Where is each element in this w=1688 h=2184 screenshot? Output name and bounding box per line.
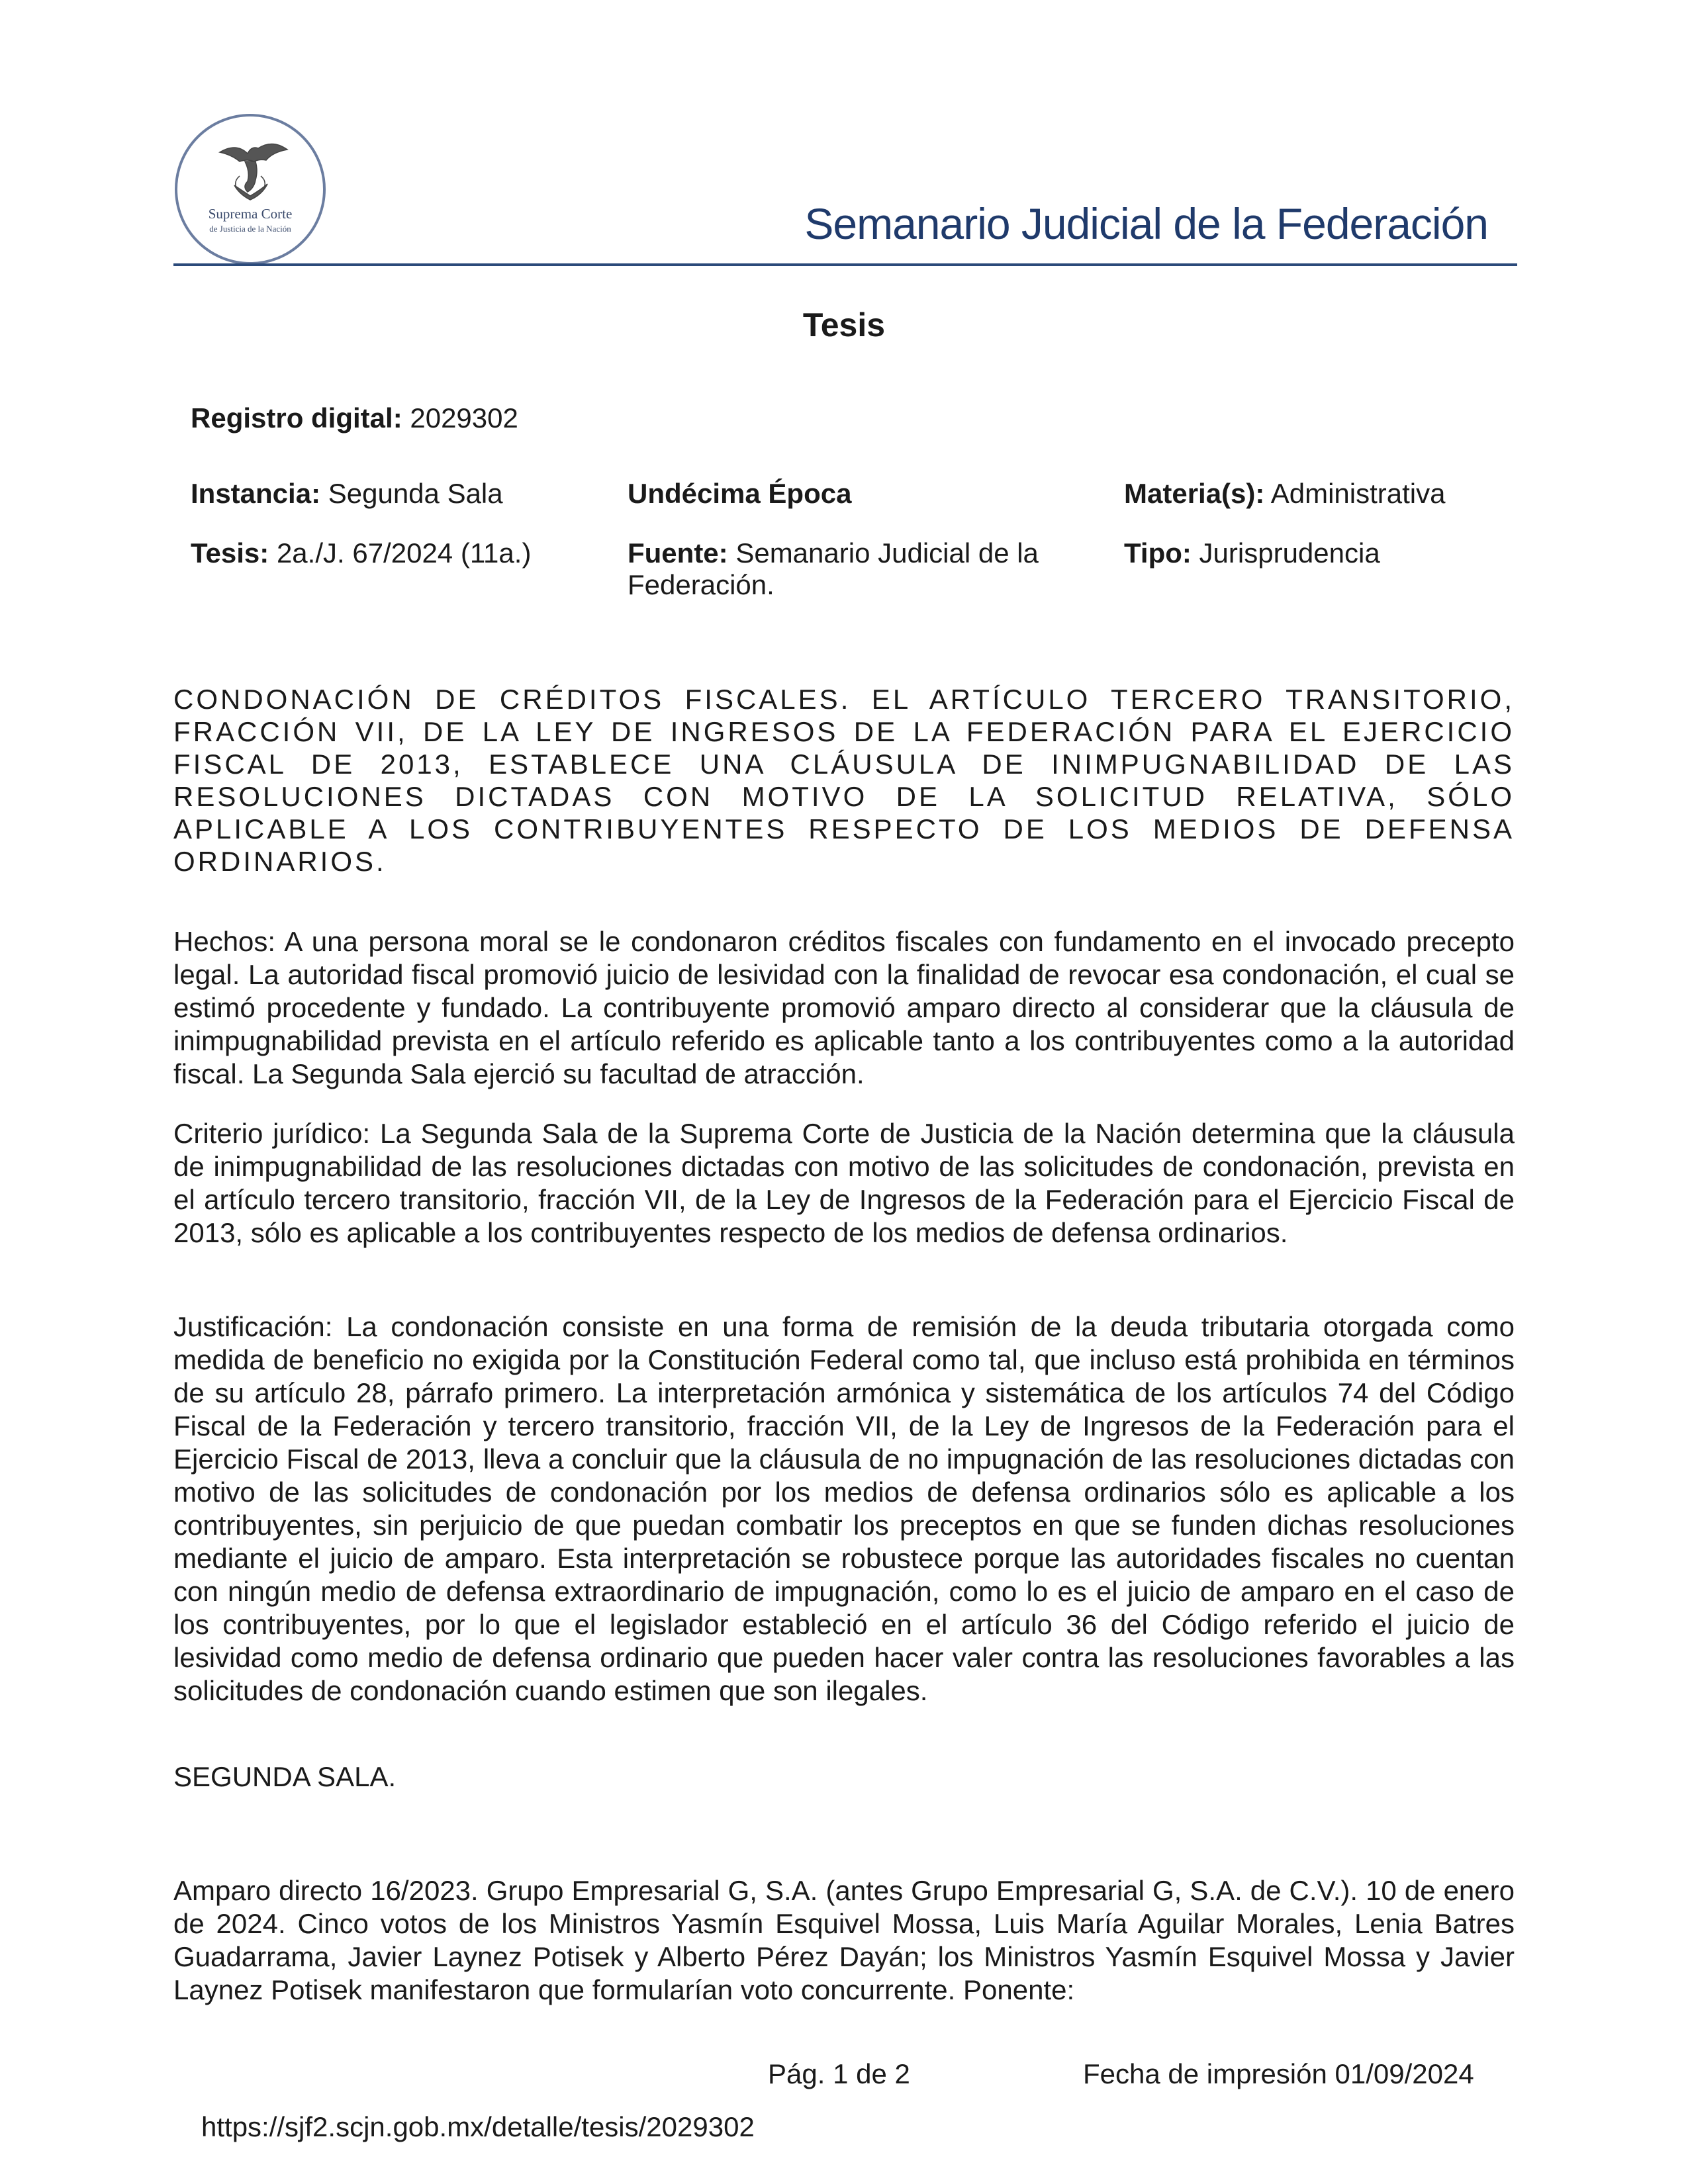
sala-line: SEGUNDA SALA. xyxy=(173,1761,397,1792)
justificacion-paragraph: Justificación: La condonación consiste en una forma de remisión de la deuda tributaria otorgada como medida de beneficio no exigida por la Constitución Federal como tal, que incluso está prohibida en términos de su artículo 28, párrafo primero. La interpretación armónica y sistemática de los artículos 74 del Código Fiscal de la Federación y tercero transitorio, fracción VII, de la Ley de Ingresos de la Federación para el Ejercicio Fiscal de 2013, lleva a concluir que la cláusula de no impugnación de las resoluciones dictadas con motivo de las solicitudes de condonación por los medios de defensa ordinarios sólo es aplicable a los contribuyentes, sin perjuicio de que puedan combatir los preceptos en que se funden dichas resoluciones mediante el juicio de amparo. Esta interpretación se robustece porque las autoridades fiscales no cuentan con ningún medio de defensa extraordinario de impugnación, como lo es el juicio de amparo en el caso de los contribuyentes, por lo que el legislador estableció en el artículo 36 del Código referido el juicio de lesividad como medio de defensa ordinario que pueden hacer valer contra las resoluciones favorables a las solicitudes de condonación cuando estimen que son ilegales. xyxy=(173,1311,1515,1706)
document-type-heading: Tesis xyxy=(802,306,886,343)
logo-text-line1: Suprema Corte xyxy=(208,206,293,222)
hechos-paragraph: Hechos: A una persona moral se le condonaron créditos fiscales con fundamento en el invocado precepto legal. La autoridad fiscal promovió juicio de lesividad con la finalidad de revocar esa condonación, el cual se estimó procedente y fundado. La contribuyente promovió amparo directo al considerar que la cláusula de inimpugnabilidad prevista en el artículo referido es aplicable tanto a los contribuyentes como a la autoridad fiscal. La Segunda Sala ejerció su facultad de atracción. xyxy=(173,926,1515,1089)
materia-value: Administrativa xyxy=(1264,478,1446,509)
print-date: Fecha de impresión 01/09/2024 xyxy=(1083,2058,1474,2089)
instancia-value: Segunda Sala xyxy=(320,478,503,509)
fuente-value: Semanario Judicial de la Federación. xyxy=(628,537,1039,600)
registro-digital xyxy=(191,402,518,434)
tipo-label: Tipo: xyxy=(1124,537,1192,569)
header-divider xyxy=(173,263,1517,266)
tesis-label: Tesis: xyxy=(191,537,269,569)
materia xyxy=(1124,478,1446,510)
publication-title: Semanario Judicial de la Federación xyxy=(804,199,1488,248)
scjn-seal-icon xyxy=(173,113,327,266)
instancia xyxy=(191,478,503,510)
fuente xyxy=(628,537,1091,601)
page-number: Pág. 1 de 2 xyxy=(768,2058,910,2089)
tipo-value: Jurisprudencia xyxy=(1191,537,1380,569)
instancia-label: Instancia: xyxy=(191,478,321,509)
materia-label: Materia(s): xyxy=(1124,478,1265,509)
precedente-paragraph: Amparo directo 16/2023. Grupo Empresarial G, S.A. (antes Grupo Empresarial G, S.A. de C.V.). 10 de enero de 2024. Cinco votos de los Ministros Yasmín Esquivel Mossa, Luis María Aguilar Morales, Lenia Batres Guadarrama, Javier Laynez Potisek y Alberto Pérez Dayán; los Ministros Yasmín Esquivel Mossa y Javier Laynez Potisek manifestaron que formularían voto concurrente. Ponente: xyxy=(173,1875,1515,2005)
logo-text-line2: de Justicia de la Nación xyxy=(209,224,291,234)
registro-label: Registro digital: xyxy=(191,402,402,433)
epoca: Undécima Época xyxy=(628,478,852,509)
rubro-heading: CONDONACIÓN DE CRÉDITOS FISCALES. EL ARTÍCULO TERCERO TRANSITORIO, FRACCIÓN VII, DE LA LEY DE INGRESOS DE LA FEDERACIÓN PARA EL EJERCICIO FISCAL DE 2013, ESTABLECE UNA CLÁUSULA DE INIMPUGNABILIDAD DE LAS RESOLUCIONES DICTADAS CON MOTIVO DE LA SOLICITUD RELATIVA, SÓLO APLICABLE A LOS CONTRIBUYENTES RESPECTO DE LOS MEDIOS DE DEFENSA ORDINARIOS. xyxy=(173,684,1515,877)
source-url[interactable]: https://sjf2.scjn.gob.mx/detalle/tesis/2029302 xyxy=(201,2111,755,2142)
registro-value: 2029302 xyxy=(402,402,518,433)
tesis-number xyxy=(191,537,531,569)
tesis-value: 2a./J. 67/2024 (11a.) xyxy=(269,537,532,569)
criterio-paragraph: Criterio jurídico: La Segunda Sala de la Suprema Corte de Justicia de la Nación determina que la cláusula de inimpugnabilidad de las resoluciones dictadas con motivo de las solicitudes de condonación, prevista en el artículo tercero transitorio, fracción VII, de la Ley de Ingresos de la Federación para el Ejercicio Fiscal de 2013, sólo es aplicable a los contribuyentes respecto de los medios de defensa ordinarios. xyxy=(173,1118,1515,1248)
scjn-logo xyxy=(173,113,327,266)
tipo xyxy=(1124,537,1380,569)
fuente-label: Fuente: xyxy=(628,537,728,569)
